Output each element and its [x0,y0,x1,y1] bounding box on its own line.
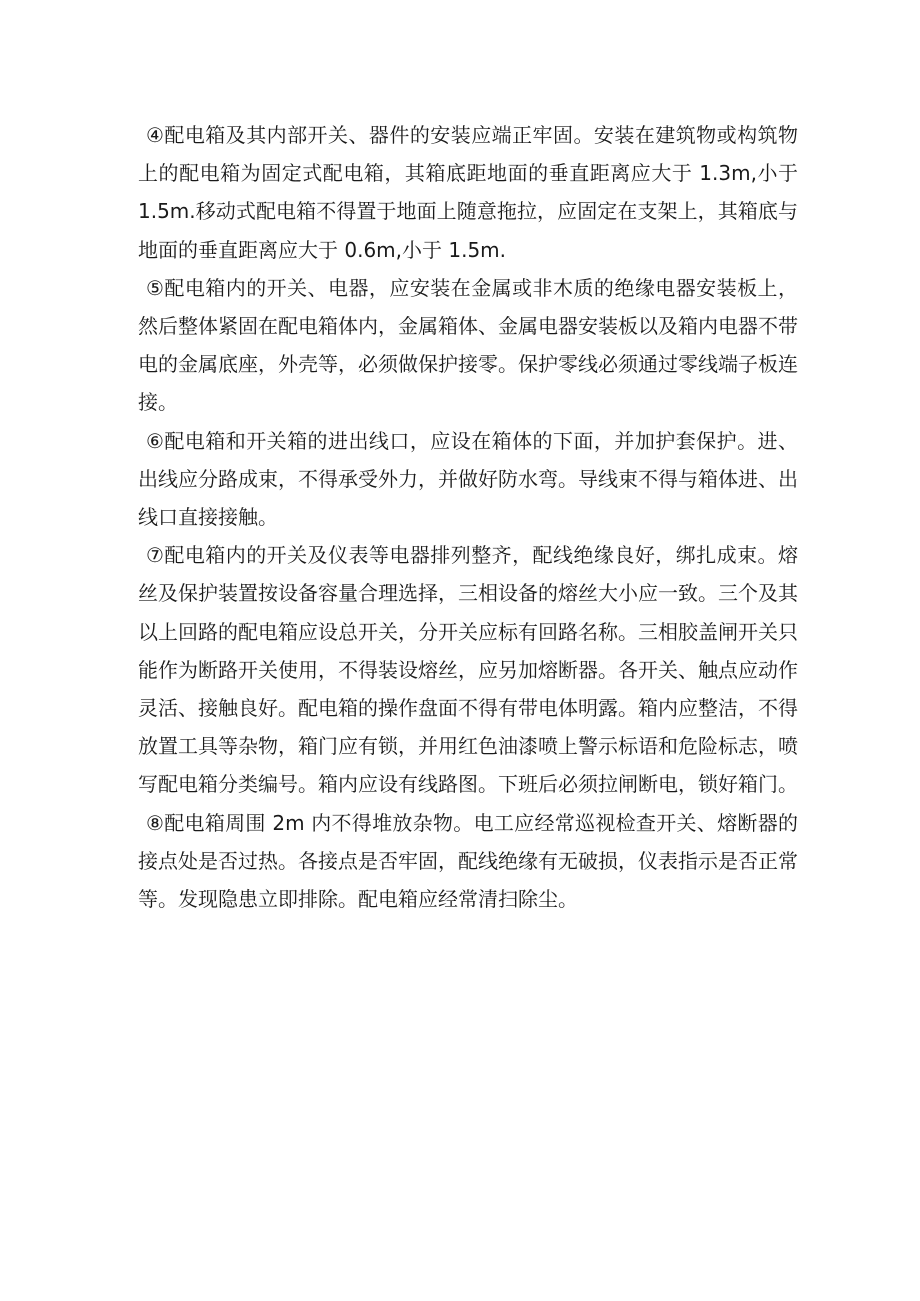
paragraph-item-4: ④配电箱及其内部开关、器件的安装应端正牢固。安装在建筑物或构筑物上的配电箱为固定式配电箱，其箱底距地面的垂直距离应大于 1.3m,小于 1.5m.移动式配电箱不得置于地面上随意拖拉，应固定在支架上，其箱底与地面的垂直距离应大于 0.6m,小于 1.5m. [138,123,798,262]
paragraph-item-5: ⑤配电箱内的开关、电器，应安装在金属或非木质的绝缘电器安装板上，然后整体紧固在配电箱体内，金属箱体、金属电器安装板以及箱内电器不带电的金属底座，外壳等，必须做保护接零。保护零线必须通过零线端子板连接。 [138,275,798,415]
paragraph-item-7: ⑦配电箱内的开关及仪表等电器排列整齐，配线绝缘良好，绑扎成束。熔丝及保护装置按设备容量合理选择，三相设备的熔丝大小应一致。三个及其以上回路的配电箱应设总开关，分开关应标有回路名称。三相胶盖闸开关只能作为断路开关使用，不得装设熔丝，应另加熔断器。各开关、触点应动作灵活、接触良好。配电箱的操作盘面不得有带电体明露。箱内应整洁，不得放置工具等杂物，箱门应有锁，并用红色油漆喷上警示标语和危险标志，喷写配电箱分类编号。箱内应设有线路图。下班后必须拉闸断电，锁好箱门。 [138,543,798,797]
paragraph-item-8: ⑧配电箱周围 2m 内不得堆放杂物。电工应经常巡视检查开关、熔断器的接点处是否过热。各接点是否牢固，配线绝缘有无破损，仪表指示是否正常等。发现隐患立即排除。配电箱应经常清扫除尘。 [138,810,798,912]
paragraph-item-6: ⑥配电箱和开关箱的进出线口，应设在箱体的下面，并加护套保护。进、出线应分路成束，不得承受外力，并做好防水弯。导线束不得与箱体进、出线口直接接触。 [138,428,798,530]
document-body [138,116,798,918]
